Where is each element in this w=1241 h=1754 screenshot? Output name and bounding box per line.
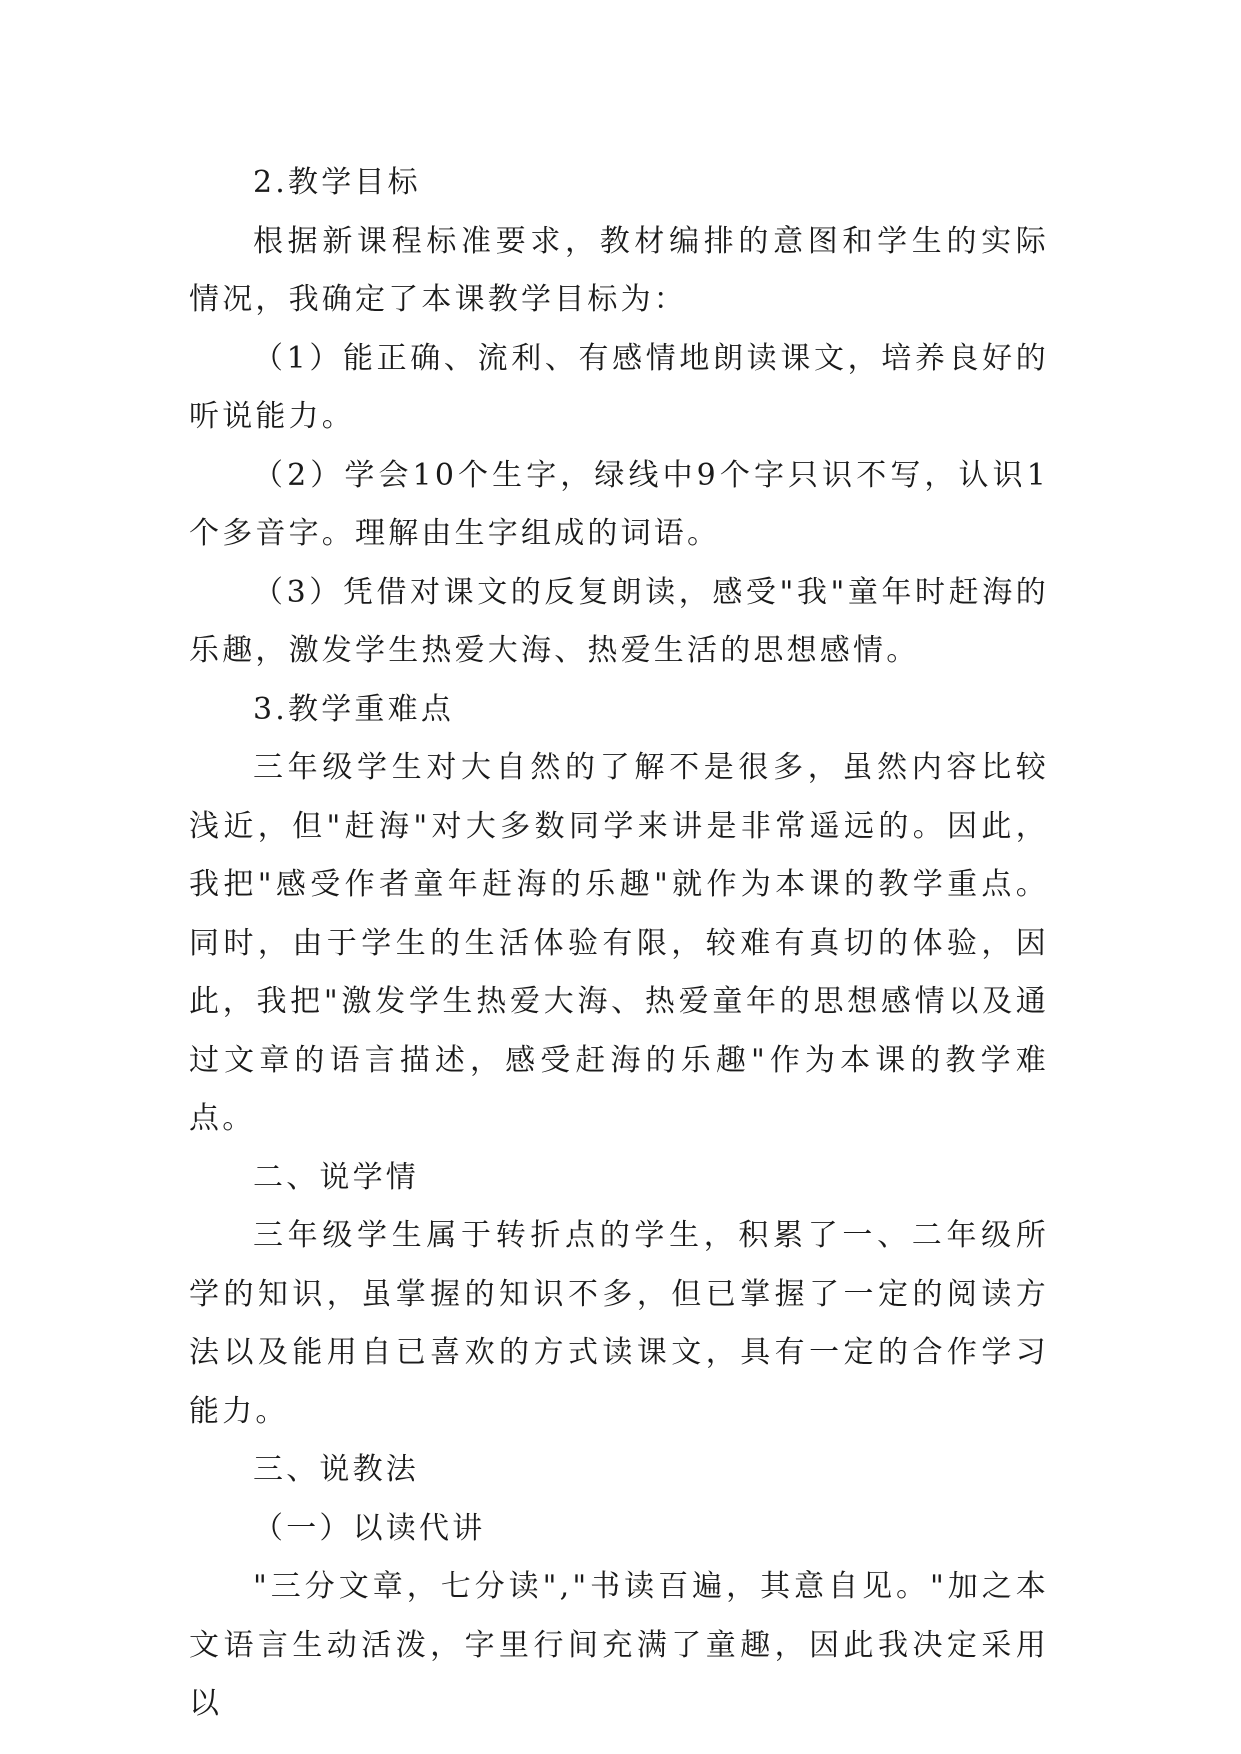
paragraph-reading-method: "三分文章，七分读","书读百遍，其意自见。"加之本文语言生动活泼，字里行间充满了童趣，因此我决定采用以 bbox=[189, 1569, 1049, 1721]
section-heading-teaching-method: 三、说教法 bbox=[253, 1452, 419, 1487]
paragraph-key-points: 三年级学生对大自然的了解不是很多，虽然内容比较浅近，但"赶海"对大多数同学来讲是非常遥远的。因此，我把"感受作者童年赶海的乐趣"就作为本课的教学重点。同时，由于学生的生活体验有限，较难有真切的体验，因此，我把"激发学生热爱大海、热爱童年的思想感情以及通过文章的语言描述，感受赶海的乐趣"作为本课的教学难点。 bbox=[189, 750, 1049, 1136]
paragraph-goals-intro: 根据新课程标准要求，教材编排的意图和学生的实际情况，我确定了本课教学目标为： bbox=[189, 223, 1049, 317]
document-body bbox=[189, 154, 1049, 1734]
goal-item-3: （3）凭借对课文的反复朗读，感受"我"童年时赶海的乐趣，激发学生热爱大海、热爱生活的思想感情。 bbox=[189, 574, 1049, 668]
subsection-heading-reading: （一）以读代讲 bbox=[253, 1510, 486, 1546]
section-heading-teaching-goals: 2.教学目标 bbox=[253, 165, 421, 200]
goal-item-2: （2）学会10个生字，绿线中9个字只识不写，认识1个多音字。理解由生字组成的词语。 bbox=[189, 457, 1049, 551]
section-heading-student-analysis: 二、说学情 bbox=[253, 1159, 419, 1195]
paragraph-student-analysis: 三年级学生属于转折点的学生，积累了一、二年级所学的知识，虽掌握的知识不多，但已掌握了一定的阅读方法以及能用自已喜欢的方式读课文，具有一定的合作学习能力。 bbox=[189, 1218, 1049, 1429]
goal-item-1: （1）能正确、流利、有感情地朗读课文，培养良好的听说能力。 bbox=[189, 340, 1049, 434]
section-heading-key-points: 3.教学重难点 bbox=[253, 691, 455, 727]
